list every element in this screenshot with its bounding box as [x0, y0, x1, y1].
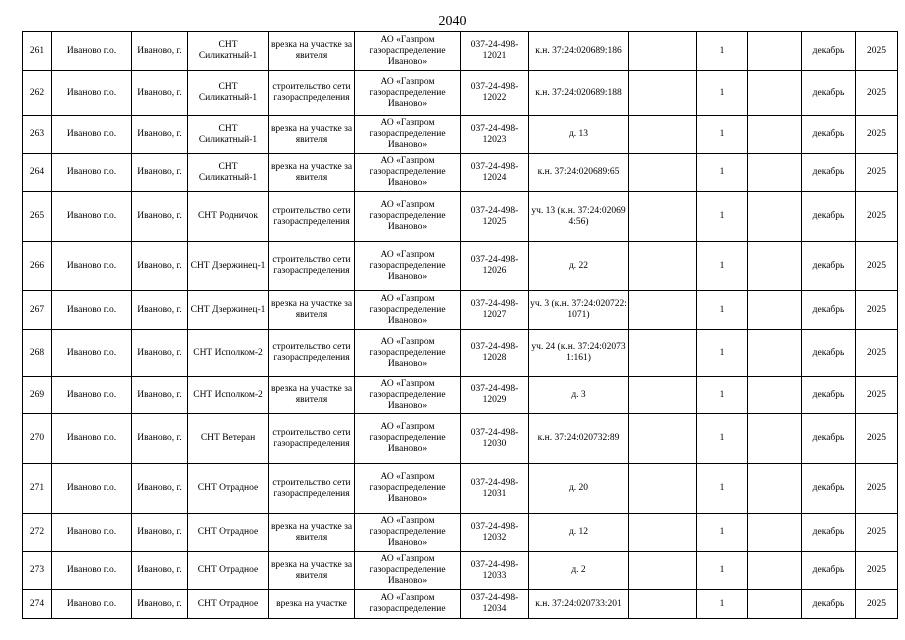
object-cell: СНТ Силикатный-1	[188, 116, 269, 154]
organization-cell: АО «Газпром газораспределение Иваново»	[355, 32, 461, 71]
municipality-cell: Иваново г.о.	[52, 192, 132, 242]
work-type-cell: строительство сети газораспределения	[269, 242, 355, 291]
row-number: 268	[23, 330, 52, 377]
locality-cell: Иваново, г.	[132, 414, 188, 464]
blank-cell	[748, 71, 802, 116]
organization-cell: АО «Газпром газораспределение Иваново»	[355, 414, 461, 464]
object-cell: СНТ Дзержинец-1	[188, 242, 269, 291]
organization-cell: АО «Газпром газораспределение Иваново»	[355, 192, 461, 242]
locality-cell: Иваново, г.	[132, 71, 188, 116]
year-cell: 2025	[856, 32, 898, 71]
organization-cell: АО «Газпром газораспределение Иваново»	[355, 242, 461, 291]
month-cell: декабрь	[802, 514, 856, 552]
row-number: 273	[23, 552, 52, 590]
blank-cell	[748, 291, 802, 330]
row-number: 272	[23, 514, 52, 552]
code-cell: 037-24-498-12030	[461, 414, 529, 464]
code-cell: 037-24-498-12034	[461, 590, 529, 619]
extra-cell	[629, 154, 697, 192]
address-cell: д. 22	[529, 242, 629, 291]
object-cell: СНТ Отрадное	[188, 552, 269, 590]
month-cell: декабрь	[802, 242, 856, 291]
work-type-cell: строительство сети газораспределения	[269, 330, 355, 377]
municipality-cell: Иваново г.о.	[52, 377, 132, 414]
object-cell: СНТ Силикатный-1	[188, 154, 269, 192]
year-cell: 2025	[856, 377, 898, 414]
locality-cell: Иваново, г.	[132, 154, 188, 192]
row-number: 271	[23, 464, 52, 514]
data-table	[22, 31, 898, 619]
row-number: 265	[23, 192, 52, 242]
quantity-cell: 1	[697, 116, 748, 154]
table-row	[23, 192, 898, 242]
table-row	[23, 464, 898, 514]
organization-cell: АО «Газпром газораспределение Иваново»	[355, 552, 461, 590]
work-type-cell: врезка на участке заявителя	[269, 116, 355, 154]
object-cell: СНТ Отрадное	[188, 590, 269, 619]
year-cell: 2025	[856, 242, 898, 291]
quantity-cell: 1	[697, 291, 748, 330]
row-number: 269	[23, 377, 52, 414]
quantity-cell: 1	[697, 192, 748, 242]
code-cell: 037-24-498-12028	[461, 330, 529, 377]
object-cell: СНТ Исполком-2	[188, 330, 269, 377]
organization-cell: АО «Газпром газораспределение Иваново»	[355, 330, 461, 377]
quantity-cell: 1	[697, 464, 748, 514]
address-cell: д. 3	[529, 377, 629, 414]
locality-cell: Иваново, г.	[132, 377, 188, 414]
year-cell: 2025	[856, 514, 898, 552]
code-cell: 037-24-498-12023	[461, 116, 529, 154]
row-number: 266	[23, 242, 52, 291]
address-cell: уч. 24 (к.н. 37:24:020731:161)	[529, 330, 629, 377]
organization-cell: АО «Газпром газораспределение Иваново»	[355, 377, 461, 414]
extra-cell	[629, 377, 697, 414]
address-cell: д. 12	[529, 514, 629, 552]
code-cell: 037-24-498-12022	[461, 71, 529, 116]
address-cell: к.н. 37:24:020733:201	[529, 590, 629, 619]
blank-cell	[748, 590, 802, 619]
municipality-cell: Иваново г.о.	[52, 291, 132, 330]
locality-cell: Иваново, г.	[132, 552, 188, 590]
month-cell: декабрь	[802, 330, 856, 377]
extra-cell	[629, 590, 697, 619]
table-row	[23, 552, 898, 590]
locality-cell: Иваново, г.	[132, 116, 188, 154]
quantity-cell: 1	[697, 154, 748, 192]
code-cell: 037-24-498-12021	[461, 32, 529, 71]
table-row	[23, 116, 898, 154]
extra-cell	[629, 291, 697, 330]
blank-cell	[748, 414, 802, 464]
code-cell: 037-24-498-12031	[461, 464, 529, 514]
quantity-cell: 1	[697, 330, 748, 377]
month-cell: декабрь	[802, 377, 856, 414]
object-cell: СНТ Ветеран	[188, 414, 269, 464]
blank-cell	[748, 242, 802, 291]
year-cell: 2025	[856, 192, 898, 242]
work-type-cell: врезка на участке заявителя	[269, 291, 355, 330]
locality-cell: Иваново, г.	[132, 590, 188, 619]
table-row	[23, 291, 898, 330]
address-cell: уч. 3 (к.н. 37:24:020722:1071)	[529, 291, 629, 330]
organization-cell: АО «Газпром газораспределение Иваново»	[355, 116, 461, 154]
blank-cell	[748, 154, 802, 192]
quantity-cell: 1	[697, 552, 748, 590]
work-type-cell: врезка на участке заявителя	[269, 154, 355, 192]
quantity-cell: 1	[697, 71, 748, 116]
month-cell: декабрь	[802, 552, 856, 590]
blank-cell	[748, 192, 802, 242]
year-cell: 2025	[856, 464, 898, 514]
extra-cell	[629, 414, 697, 464]
year-cell: 2025	[856, 330, 898, 377]
extra-cell	[629, 552, 697, 590]
row-number: 264	[23, 154, 52, 192]
municipality-cell: Иваново г.о.	[52, 414, 132, 464]
code-cell: 037-24-498-12025	[461, 192, 529, 242]
work-type-cell: врезка на участке заявителя	[269, 32, 355, 71]
month-cell: декабрь	[802, 154, 856, 192]
work-type-cell: врезка на участке заявителя	[269, 377, 355, 414]
blank-cell	[748, 116, 802, 154]
locality-cell: Иваново, г.	[132, 291, 188, 330]
address-cell: к.н. 37:24:020689:186	[529, 32, 629, 71]
object-cell: СНТ Отрадное	[188, 514, 269, 552]
address-cell: д. 2	[529, 552, 629, 590]
locality-cell: Иваново, г.	[132, 464, 188, 514]
month-cell: декабрь	[802, 71, 856, 116]
blank-cell	[748, 377, 802, 414]
extra-cell	[629, 330, 697, 377]
organization-cell: АО «Газпром газораспределение Иваново»	[355, 291, 461, 330]
work-type-cell: строительство сети газораспределения	[269, 414, 355, 464]
municipality-cell: Иваново г.о.	[52, 71, 132, 116]
work-type-cell: врезка на участке	[269, 590, 355, 619]
municipality-cell: Иваново г.о.	[52, 330, 132, 377]
row-number: 263	[23, 116, 52, 154]
extra-cell	[629, 242, 697, 291]
row-number: 262	[23, 71, 52, 116]
municipality-cell: Иваново г.о.	[52, 154, 132, 192]
quantity-cell: 1	[697, 514, 748, 552]
year-cell: 2025	[856, 71, 898, 116]
municipality-cell: Иваново г.о.	[52, 32, 132, 71]
code-cell: 037-24-498-12029	[461, 377, 529, 414]
locality-cell: Иваново, г.	[132, 330, 188, 377]
month-cell: декабрь	[802, 116, 856, 154]
organization-cell: АО «Газпром газораспределение Иваново»	[355, 154, 461, 192]
code-cell: 037-24-498-12024	[461, 154, 529, 192]
work-type-cell: врезка на участке заявителя	[269, 552, 355, 590]
work-type-cell: строительство сети газораспределения	[269, 71, 355, 116]
address-cell: уч. 13 (к.н. 37:24:020694:56)	[529, 192, 629, 242]
quantity-cell: 1	[697, 414, 748, 464]
organization-cell: АО «Газпром газораспределение Иваново»	[355, 71, 461, 116]
blank-cell	[748, 464, 802, 514]
month-cell: декабрь	[802, 414, 856, 464]
extra-cell	[629, 464, 697, 514]
quantity-cell: 1	[697, 590, 748, 619]
blank-cell	[748, 552, 802, 590]
table-row	[23, 414, 898, 464]
extra-cell	[629, 71, 697, 116]
extra-cell	[629, 32, 697, 71]
year-cell: 2025	[856, 590, 898, 619]
table-row	[23, 32, 898, 71]
object-cell: СНТ Отрадное	[188, 464, 269, 514]
address-cell: к.н. 37:24:020732:89	[529, 414, 629, 464]
year-cell: 2025	[856, 552, 898, 590]
object-cell: СНТ Силикатный-1	[188, 32, 269, 71]
month-cell: декабрь	[802, 590, 856, 619]
municipality-cell: Иваново г.о.	[52, 242, 132, 291]
object-cell: СНТ Родничок	[188, 192, 269, 242]
work-type-cell: строительство сети газораспределения	[269, 192, 355, 242]
locality-cell: Иваново, г.	[132, 514, 188, 552]
year-cell: 2025	[856, 414, 898, 464]
blank-cell	[748, 514, 802, 552]
organization-cell: АО «Газпром газораспределение Иваново»	[355, 464, 461, 514]
locality-cell: Иваново, г.	[132, 242, 188, 291]
table-row	[23, 71, 898, 116]
month-cell: декабрь	[802, 192, 856, 242]
code-cell: 037-24-498-12033	[461, 552, 529, 590]
address-cell: д. 13	[529, 116, 629, 154]
table-row	[23, 242, 898, 291]
municipality-cell: Иваново г.о.	[52, 116, 132, 154]
extra-cell	[629, 116, 697, 154]
page-number: 2040	[438, 14, 467, 29]
month-cell: декабрь	[802, 32, 856, 71]
code-cell: 037-24-498-12032	[461, 514, 529, 552]
organization-cell: АО «Газпром газораспределение	[355, 590, 461, 619]
object-cell: СНТ Силикатный-1	[188, 71, 269, 116]
month-cell: декабрь	[802, 291, 856, 330]
year-cell: 2025	[856, 291, 898, 330]
table-row	[23, 377, 898, 414]
quantity-cell: 1	[697, 242, 748, 291]
municipality-cell: Иваново г.о.	[52, 552, 132, 590]
row-number: 267	[23, 291, 52, 330]
table-row	[23, 590, 898, 619]
year-cell: 2025	[856, 116, 898, 154]
code-cell: 037-24-498-12027	[461, 291, 529, 330]
blank-cell	[748, 32, 802, 71]
work-type-cell: строительство сети газораспределения	[269, 464, 355, 514]
work-type-cell: врезка на участке заявителя	[269, 514, 355, 552]
extra-cell	[629, 192, 697, 242]
address-cell: к.н. 37:24:020689:65	[529, 154, 629, 192]
row-number: 274	[23, 590, 52, 619]
quantity-cell: 1	[697, 377, 748, 414]
locality-cell: Иваново, г.	[132, 32, 188, 71]
address-cell: д. 20	[529, 464, 629, 514]
object-cell: СНТ Исполком-2	[188, 377, 269, 414]
blank-cell	[748, 330, 802, 377]
municipality-cell: Иваново г.о.	[52, 514, 132, 552]
table-row	[23, 154, 898, 192]
municipality-cell: Иваново г.о.	[52, 464, 132, 514]
organization-cell: АО «Газпром газораспределение Иваново»	[355, 514, 461, 552]
extra-cell	[629, 514, 697, 552]
month-cell: декабрь	[802, 464, 856, 514]
code-cell: 037-24-498-12026	[461, 242, 529, 291]
quantity-cell: 1	[697, 32, 748, 71]
table-row	[23, 514, 898, 552]
municipality-cell: Иваново г.о.	[52, 590, 132, 619]
locality-cell: Иваново, г.	[132, 192, 188, 242]
row-number: 261	[23, 32, 52, 71]
object-cell: СНТ Дзержинец-1	[188, 291, 269, 330]
year-cell: 2025	[856, 154, 898, 192]
table-row	[23, 330, 898, 377]
row-number: 270	[23, 414, 52, 464]
table-body	[23, 32, 898, 619]
address-cell: к.н. 37:24:020689:188	[529, 71, 629, 116]
